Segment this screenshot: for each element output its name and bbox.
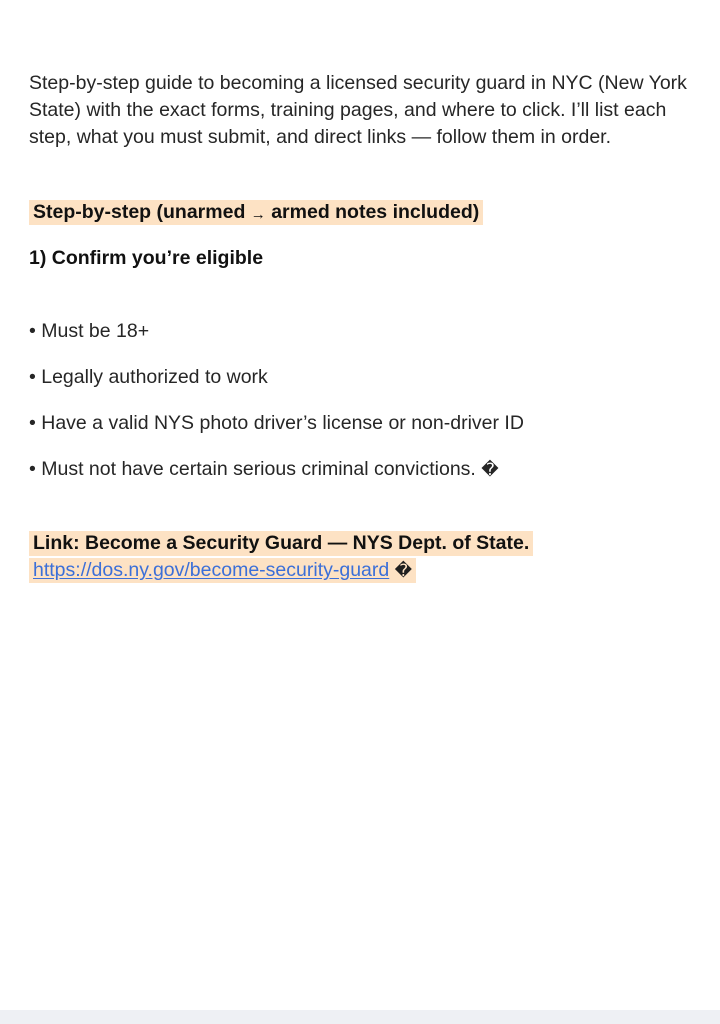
section-title-highlight [29, 200, 483, 225]
list-item [29, 458, 524, 504]
list-item [29, 412, 524, 458]
link-title: Link: Become a Security Guard — NYS Dept. of State. [29, 531, 533, 556]
section-title [29, 201, 483, 224]
section-title-part2: armed notes included) [271, 201, 480, 223]
bullet-text: • Legally authorized to work [29, 366, 268, 388]
list-item [29, 366, 524, 412]
link-block [29, 530, 533, 585]
list-item [29, 320, 524, 366]
bullet-text: • Must be 18+ [29, 320, 150, 342]
replacement-char-icon: � [394, 561, 413, 581]
bullet-text: • Must not have certain serious criminal convictions. [29, 458, 476, 480]
document-body [29, 70, 689, 581]
arrow-right-icon: → [250, 206, 266, 223]
step-1-heading: 1) Confirm you’re eligible [29, 247, 264, 269]
become-security-guard-link[interactable]: https://dos.ny.gov/become-security-guard [33, 559, 390, 581]
bottom-bar [0, 1010, 720, 1024]
eligibility-list [29, 320, 524, 504]
replacement-char-icon: � [481, 460, 499, 480]
link-url-highlight [29, 558, 416, 583]
section-title-part1: Step-by-step (unarmed [33, 201, 246, 223]
intro-paragraph: Step-by-step guide to becoming a licensed security guard in NYC (New York State) with the exact forms, training pages, and where to click. I’ll list each step, what you must submit, and direct links — follow them in order. [29, 72, 687, 148]
bullet-text: • Have a valid NYS photo driver’s license or non-driver ID [29, 412, 524, 434]
